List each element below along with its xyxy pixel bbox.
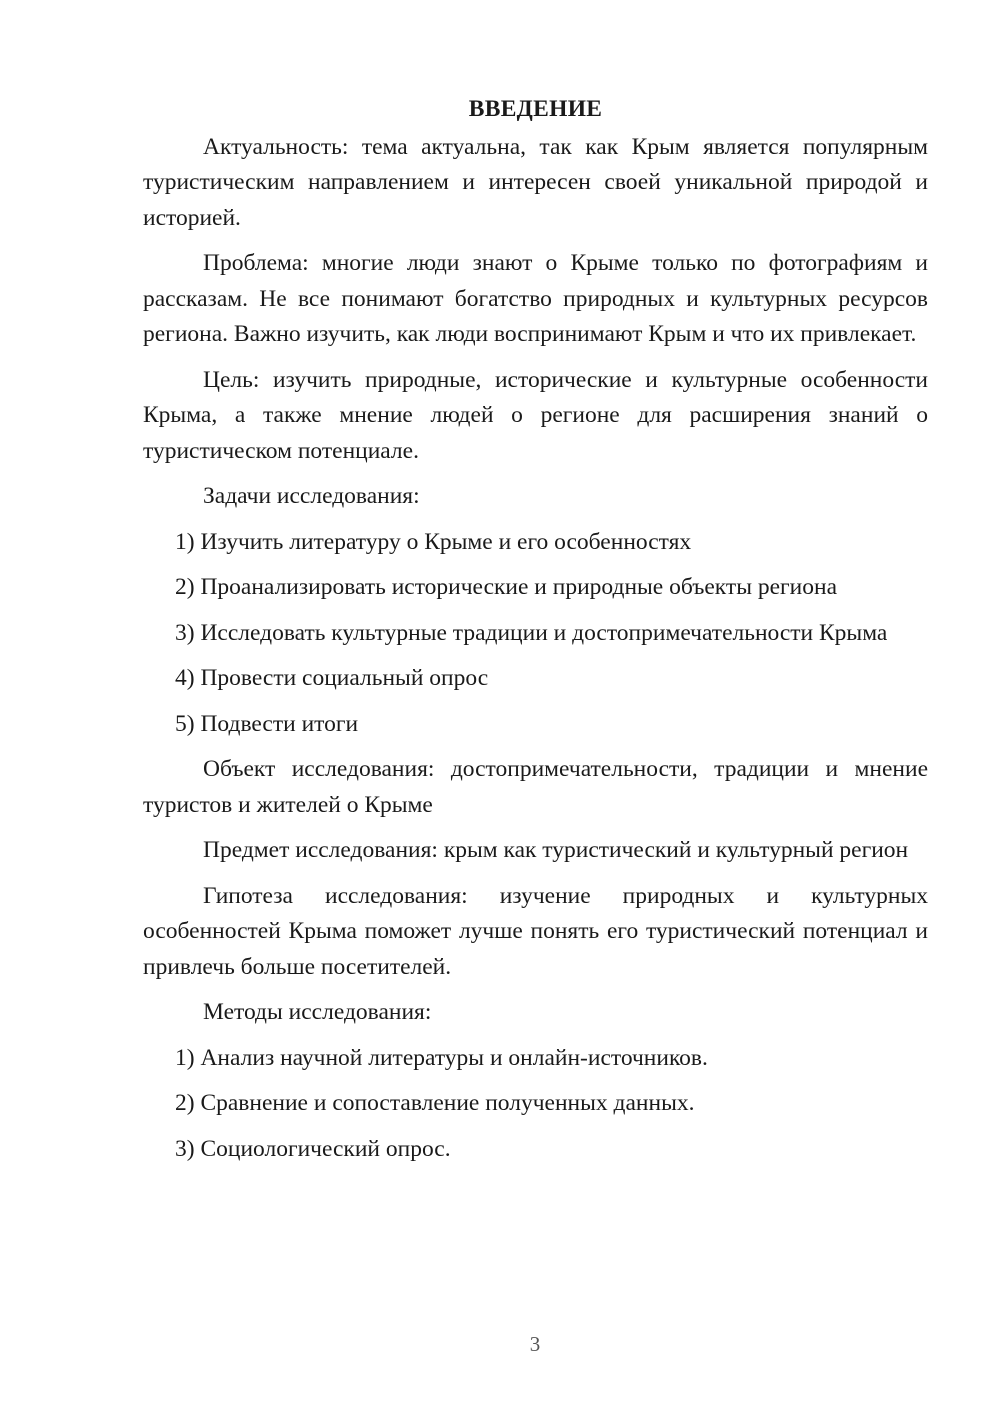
- tasks-heading: Задачи исследования:: [203, 483, 420, 509]
- methods-heading: Методы исследования:: [203, 999, 432, 1025]
- method-item: 1) Анализ научной литературы и онлайн-источников.: [175, 1044, 708, 1071]
- task-item: 1) Изучить литературу о Крыме и его особенностях: [175, 528, 692, 555]
- goal-paragraph: Цель: изучить природные, исторические и культурные особенности Крыма, а также мнение людей о регионе для расширения знаний о туристическом потенциале.: [143, 366, 928, 464]
- hypothesis-paragraph: Гипотеза исследования: изучение природных и культурных особенностей Крыма поможет лучше понять его туристический потенциал и привлечь больше посетителей.: [143, 882, 928, 980]
- page-title: ВВЕДЕНИЕ: [468, 96, 603, 122]
- page-number: 3: [529, 1332, 541, 1356]
- page-content: [143, 92, 928, 1177]
- method-item: 3) Социологический опрос.: [175, 1135, 451, 1162]
- relevance-paragraph: Актуальность: тема актуальна, так как Крым является популярным туристическим направлением и интересен своей уникальной природой и историей.: [143, 133, 928, 231]
- subject-paragraph: Предмет исследования: крым как туристический и культурный регион: [203, 837, 909, 863]
- task-item: 3) Исследовать культурные традиции и достопримечательности Крыма: [175, 619, 888, 646]
- task-item: 4) Провести социальный опрос: [175, 665, 489, 691]
- object-paragraph: Объект исследования: достопримечательности, традиции и мнение туристов и жителей о Крыме: [143, 756, 928, 818]
- task-item: 5) Подвести итоги: [175, 710, 359, 737]
- task-item: 2) Проанализировать исторические и природные объекты региона: [175, 574, 838, 600]
- method-item: 2) Сравнение и сопоставление полученных данных.: [175, 1090, 695, 1116]
- problem-paragraph: Проблема: многие люди знают о Крыме только по фотографиям и рассказам. Не все понимают богатство природных и культурных ресурсов региона. Важно изучить, как люди воспринимают Крым и что их привлекает.: [143, 250, 928, 347]
